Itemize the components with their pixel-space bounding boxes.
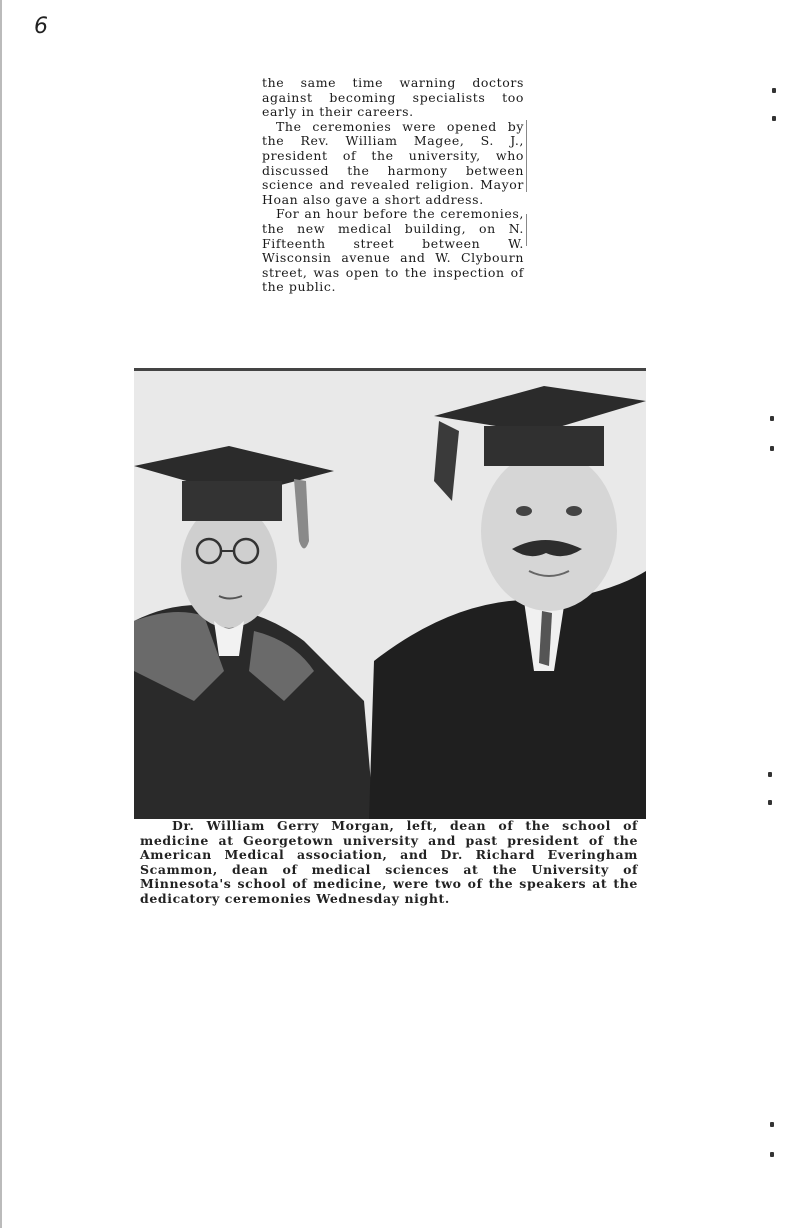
- article-paragraph: For an hour before the ceremonies, the new medical building, on N. Fifteenth street between W. Wisconsin avenue and W. Clybourn street, was open to the inspection of the public.: [262, 206, 524, 295]
- newspaper-photograph: [134, 368, 646, 819]
- column-rule: [526, 214, 527, 246]
- margin-mark: [770, 446, 774, 451]
- article-text: [262, 76, 524, 295]
- article-paragraph: The ceremonies were opened by the Rev. William Magee, S. J., president of the university, who discussed the harmony between science and revealed religion. Mayor Hoan also gave a short address.: [262, 118, 524, 207]
- column-rule: [526, 120, 527, 192]
- margin-mark: [770, 416, 774, 421]
- article-paragraph: the same time warning doctors against becoming specialists too early in their careers.: [262, 75, 524, 120]
- photo-caption: [140, 819, 638, 907]
- margin-mark: [768, 772, 772, 777]
- left-man-face: [181, 504, 277, 628]
- right-man-face: [481, 451, 617, 611]
- margin-mark: [772, 88, 776, 93]
- margin-mark: [770, 1122, 774, 1127]
- caption-text: Dr. William Gerry Morgan, left, dean of the school of medicine at Georgetown university and past president of the American Medical association, and Dr. Richard Everingham Scammon, dean of medical sciences at the University of Minnesota's school of medicine, were two of the speakers at the dedicatory ceremonies Wednesday night.: [140, 818, 638, 906]
- page-number: 6: [34, 14, 48, 39]
- margin-mark: [770, 1152, 774, 1157]
- margin-mark: [768, 800, 772, 805]
- photo-illustration: [134, 371, 646, 819]
- margin-mark: [772, 116, 776, 121]
